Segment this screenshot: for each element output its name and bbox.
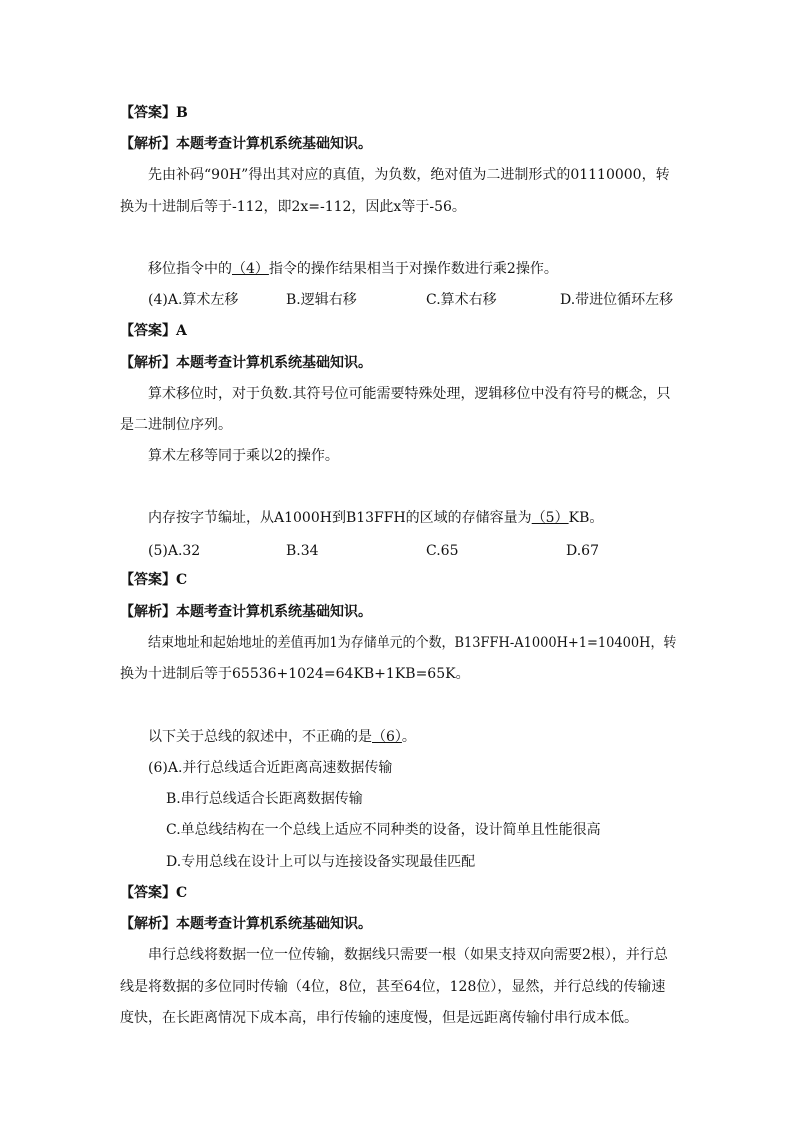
explanation-line: 度快，在长距离情况下成本高，串行传输的速度慢，但是远距离传输付串行成本低。 <box>120 1010 638 1026</box>
option-a: (5)A.32 <box>148 543 201 559</box>
stem-text: 以下关于总线的叙述中，不正确的是 <box>148 729 372 745</box>
explanation-line: 换为十进制后等于-112，即2x=-112，因此x等于-56。 <box>120 199 466 215</box>
analysis-label: 【解析】本题考查计算机系统基础知识。 <box>120 355 372 371</box>
stem-text: 指令的操作结果相当于对操作数进行乘2操作。 <box>268 261 558 277</box>
option-b: B.串行总线适合长距离数据传输 <box>166 791 363 807</box>
option-d: D.带进位循环左移 <box>560 292 674 308</box>
option-d: D.67 <box>566 543 599 559</box>
question-stem <box>148 728 416 746</box>
analysis-label: 【解析】本题考查计算机系统基础知识。 <box>120 604 372 620</box>
option-c: C.算术右移 <box>426 292 497 308</box>
analysis-label: 【解析】本题考查计算机系统基础知识。 <box>120 136 372 152</box>
answer-blank: （4） <box>232 261 269 277</box>
explanation-line: 是二进制位序列。 <box>120 417 232 433</box>
stem-text: 。 <box>401 729 416 745</box>
answer-blank: （6） <box>372 729 402 745</box>
explanation-line: 先由补码“90H”得出其对应的真值，为负数，绝对值为二进制形式的01110000，转 <box>148 167 670 183</box>
answer-label: 【答案】C <box>120 572 188 588</box>
question-stem <box>148 260 558 278</box>
option-c: C.65 <box>426 543 459 559</box>
option-d: D.专用总线在设计上可以与连接设备实现最佳匹配 <box>166 854 476 870</box>
explanation-line: 结束地址和起始地址的差值再加1为存储单元的个数，B13FFH-A1000H+1=10400H，转 <box>148 635 677 651</box>
answer-label: 【答案】A <box>120 323 187 339</box>
explanation-line: 串行总线将数据一位一位传输，数据线只需要一根（如果支持双向需要2根），并行总 <box>148 947 668 963</box>
stem-text: 内存按字节编址，从A1000H到B13FFH的区域的存储容量为 <box>148 510 532 526</box>
option-b: B.逻辑右移 <box>286 292 357 308</box>
explanation-line: 算术左移等同于乘以2的操作。 <box>148 448 339 464</box>
analysis-label: 【解析】本题考查计算机系统基础知识。 <box>120 916 372 932</box>
explanation-line: 算术移位时，对于负数.其符号位可能需要特殊处理，逻辑移位中没有符号的概念，只 <box>148 386 671 402</box>
option-a: (6)A.并行总线适合近距离高速数据传输 <box>148 760 393 776</box>
option-a: (4)A.算术左移 <box>148 292 239 308</box>
option-c: C.单总线结构在一个总线上适应不同种类的设备，设计简单且性能很高 <box>166 822 601 838</box>
option-b: B.34 <box>286 543 319 559</box>
question-stem <box>148 509 603 527</box>
answer-label: 【答案】C <box>120 885 188 901</box>
answer-label: 【答案】B <box>120 105 188 121</box>
stem-text: KB。 <box>568 510 604 526</box>
answer-blank: （5） <box>531 510 569 526</box>
stem-text: 移位指令中的 <box>148 261 232 277</box>
explanation-line: 线是将数据的多位同时传输（4位，8位，甚至64位，128位），显然，并行总线的传输速 <box>120 979 666 995</box>
explanation-line: 换为十进制后等于65536+1024=64KB+1KB=65K。 <box>120 666 470 682</box>
